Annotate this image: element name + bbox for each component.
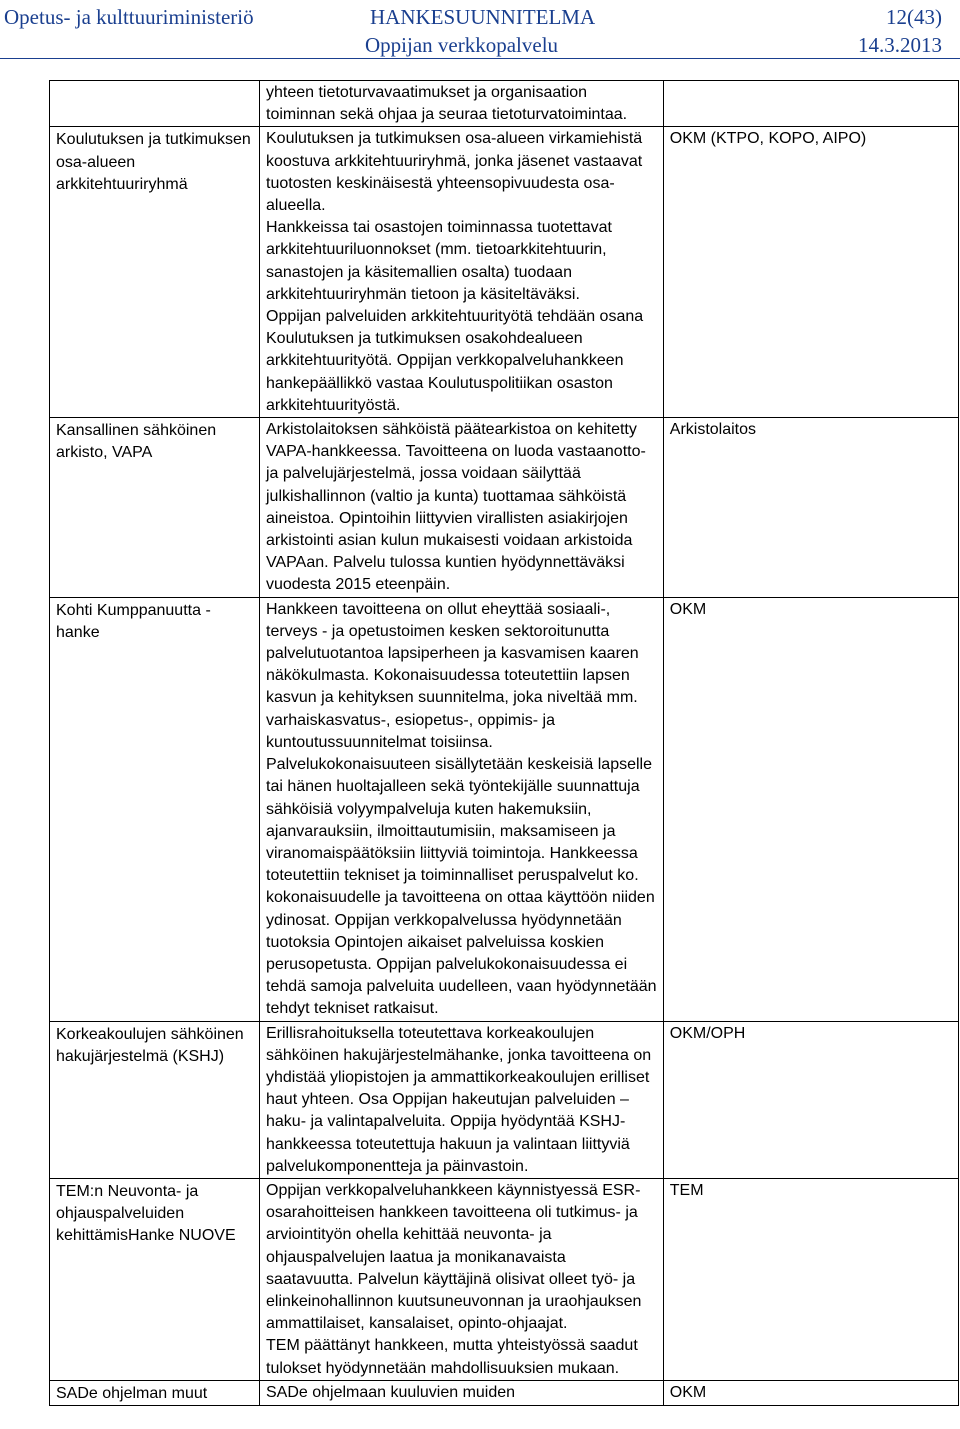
responsible-cell: OKM: [663, 1380, 958, 1405]
description-paragraph: Arkistolaitoksen sähköistä päätearkistoa on kehitetty VAPA-hankkeessa. Tavoitteena on luoda vastaanotto-ja palvelujärjestelmä, jossa voidaan säilyttää julkishallinnon (valtio ja kunta) tuottamaa sähköistä aineistoa. Opintoihin liittyvien virallisten asiakirjojen arkistointi asian kulun mukaisesti voidaan arkistoida VAPAan. Palvelu tulossa kuntien hyödynnettäväksi vuodesta 2015 eteenpäin.: [266, 421, 646, 594]
table-row: [50, 1380, 959, 1405]
project-name: Oppijan verkkopalvelu: [365, 33, 559, 57]
table-row: [50, 81, 959, 127]
responsible-cell: Arkistolaitos: [663, 418, 958, 598]
description-paragraph: Erillisrahoituksella toteutettava korkeakoulujen sähköinen hakujärjestelmähanke, jonka tavoitteena on yhdistää yliopistojen ja ammattikorkeakoulujen erilliset haut yhteen. Osa Oppijan hakeutujan palveluiden – haku- ja valintapalveluita. Oppija hyödyntää KSHJ-hankkeessa toteutettuja hakuun ja valintaan liittyviä palvelukomponentteja ja päinvastoin.: [266, 1024, 652, 1175]
description-cell: [260, 127, 664, 418]
project-name-cell: Korkeakoulujen sähköinen hakujärjestelmä (KSHJ): [50, 1021, 260, 1178]
responsible-cell: OKM: [663, 597, 958, 1021]
description-paragraph: Palvelukokonaisuuteen sisällytetään keskeisiä lapselle tai hänen huoltajalleen sekä työntekijälle suunnattuja sähköisiä volyympalveluja kuten hakemuksiin, ajanvarauksiin, ilmoittautumisiin, maksamiseen ja viranomaispäätöksiin liittyviä toimintoja. Hankkeessa toteutettiin tekniset ja toiminnalliset peruspalvelut ko. kokonaisuudelle ja tavoitteena on ottaa käyttöön niiden ydinosat. Oppijan verkkopalvelussa hyödynnetään tuotoksia Opintojen aikaiset palveluissa koskien perusopetusta. Oppijan palvelukokonaisuudessa ei tehdä samoja palveluita uudelleen, vaan hyödynnetään tehdyt tekniset ratkaisut.: [266, 756, 657, 1018]
table-row: [50, 418, 959, 598]
table-row: [50, 597, 959, 1021]
description-cell: [260, 597, 664, 1021]
description-paragraph: yhteen tietoturvavaatimukset ja organisaation toiminnan sekä ohjaa ja seuraa tietoturvatoimintaa.: [266, 84, 628, 124]
project-name-cell: TEM:n Neuvonta- ja ohjauspalveluiden kehittämisHanke NUOVE: [50, 1178, 260, 1380]
responsible-cell: OKM/OPH: [663, 1021, 958, 1178]
header-line-1: [0, 5, 960, 31]
table-row: [50, 1178, 959, 1380]
header-rule: [0, 58, 960, 59]
description-paragraph: Oppijan palveluiden arkkitehtuurityötä tehdään osana Koulutuksen ja tutkimuksen osakohdealueen arkkitehtuurityötä. Oppijan verkkopalveluhankkeen hankepäällikkö vastaa Koulutuspolitiikan osaston arkkitehtuurityöstä.: [266, 308, 644, 414]
description-cell: [260, 1178, 664, 1380]
responsible-cell: TEM: [663, 1178, 958, 1380]
project-name-cell: Kansallinen sähköinen arkisto, VAPA: [50, 418, 260, 598]
description-cell: [260, 1380, 664, 1405]
description-paragraph: Hankkeen tavoitteena on ollut eheyttää sosiaali-, terveys - ja opetustoimen kesken sektoroitunutta palvelutuotantoa lapsiperheen ja kasvamisen kaaren näkökulmasta. Kokonaisuudessa toteutettiin lapsen kasvun ja kehityksen suunnitelma, joka niveltää mm. varhaiskasvatus-, esiopetus-, oppimis- ja kuntoutussuunnitelmat toisiinsa.: [266, 600, 639, 751]
table-row: [50, 127, 959, 418]
page-header: [0, 0, 960, 62]
responsible-cell: OKM (KTPO, KOPO, AIPO): [663, 127, 958, 418]
project-name-cell: Koulutuksen ja tutkimuksen osa-alueen arkkitehtuuriryhmä: [50, 127, 260, 418]
project-name-cell: SADe ohjelman muut: [50, 1380, 260, 1405]
projects-table: [49, 80, 959, 1406]
project-name-cell: [50, 81, 260, 127]
page-number: 12(43): [886, 5, 942, 29]
description-paragraph: Koulutuksen ja tutkimuksen osa-alueen virkamiehistä koostuva arkkitehtuuriryhmä, jonka jäsenet vastaavat tuotosten keskinäisestä yhteensopivuudesta osa-alueella.: [266, 130, 643, 215]
document-type: HANKESUUNNITELMA: [370, 5, 596, 29]
responsible-cell: [663, 81, 958, 127]
description-paragraph: Oppijan verkkopalveluhankkeen käynnistyessä ESR-osarahoitteisen hankkeen tavoitteena oli tutkimus- ja arviointityön ohella kehittää neuvonta- ja ohjauspalvelujen laatua ja monikanavaista saatavuutta. Palvelun käyttäjinä olisivat olleet työ- ja elinkeinohallinnon kuutsuneuvonnan ja uraohjauksen ammattilaiset, kansalaiset, opinto-ohjaajat.: [266, 1181, 642, 1333]
projects-table-body: [50, 81, 959, 1406]
description-cell: [260, 81, 664, 127]
description-paragraph: Hankkeissa tai osastojen toiminnassa tuotettavat arkkitehtuuriluonnokset (mm. tietoarkkitehtuurin, sanastojen ja käsitemallien osalta) tuodaan arkkitehtuuriryhmän tietoon ja käsiteltäväksi.: [266, 219, 612, 303]
description-cell: [260, 418, 664, 598]
table-row: [50, 1021, 959, 1178]
description-cell: [260, 1021, 664, 1178]
description-paragraph: TEM päättänyt hankkeen, mutta yhteistyössä saadut tulokset hyödynnetään mahdollisuuksien mukaan.: [266, 1337, 638, 1377]
document-date: 14.3.2013: [858, 33, 942, 57]
description-paragraph: SADe ohjelmaan kuuluvien muiden: [266, 1383, 516, 1401]
project-name-cell: Kohti Kumppanuutta -hanke: [50, 597, 260, 1021]
ministry-name: Opetus- ja kulttuuriministeriö: [4, 5, 254, 29]
header-line-2: [0, 33, 960, 59]
